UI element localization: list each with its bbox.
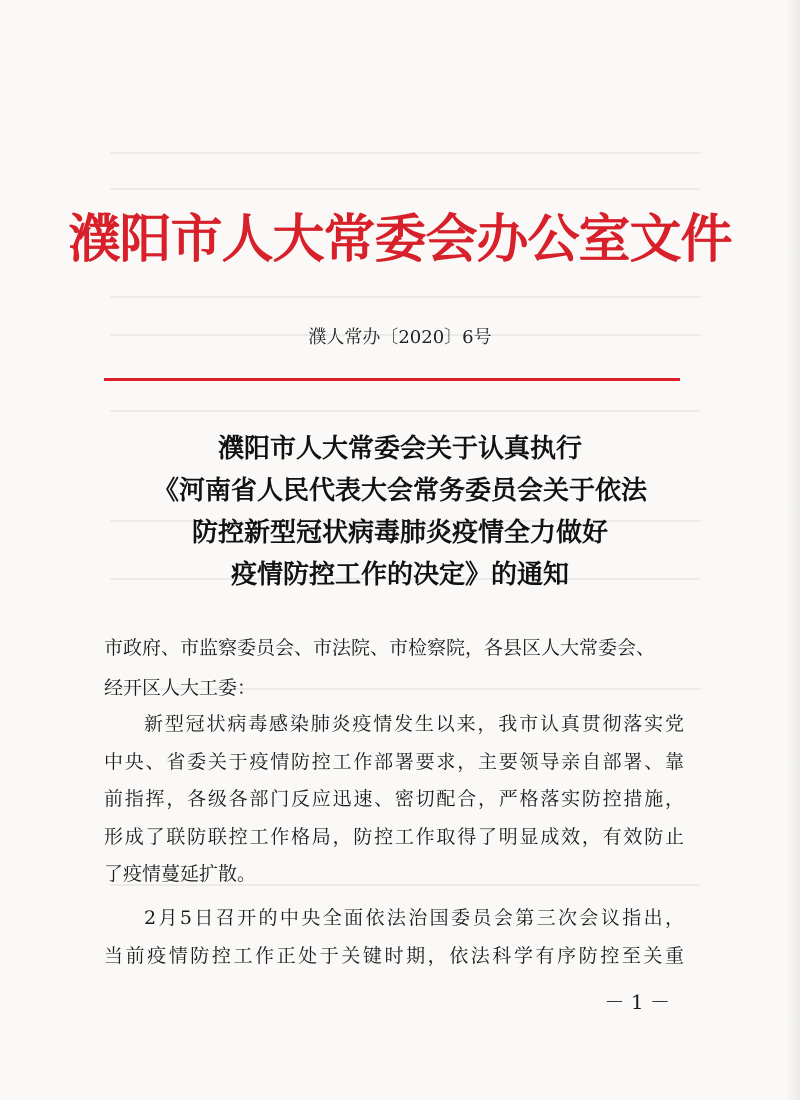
page-edge-shadow: [786, 0, 800, 1100]
bleed-through-line: [110, 188, 700, 190]
page-number: － 1 －: [604, 990, 670, 1014]
paragraph-line: 当前疫情防控工作正处于关键时期，依法科学有序防控至关重: [104, 944, 684, 967]
addressee-line: 市政府、市监察委员会、市法院、市检察院，各县区人大常委会、: [104, 637, 656, 659]
body-paragraph: [104, 706, 684, 894]
bleed-through-line: [110, 296, 700, 298]
paragraph-line: 了疫情蔓延扩散。: [104, 863, 257, 885]
title-line: 防控新型冠状病毒肺炎疫情全力做好: [191, 518, 608, 548]
body-paragraph: [104, 900, 684, 975]
paragraph-line: 2月5日召开的中央全面依法治国委员会第三次会议指出，: [144, 907, 684, 929]
masthead-red-divider: [104, 378, 680, 381]
title-line: 《河南省人民代表大会常务委员会关于依法: [152, 476, 647, 506]
title-line: 濮阳市人大常委会关于认真执行: [217, 434, 582, 464]
paragraph-line: 新型冠状病毒感染肺炎疫情发生以来，我市认真贯彻落实党: [144, 713, 684, 735]
paragraph-line: 中央、省委关于疫情防控工作部署要求，主要领导亲自部署、靠: [104, 750, 684, 773]
title-line: 疫情防控工作的决定》的通知: [230, 560, 569, 590]
document-title: [100, 428, 700, 596]
bleed-through-line: [110, 410, 700, 412]
paragraph-line: 前指挥，各级各部门反应迅速、密切配合，严格落实防控措施，: [104, 788, 684, 810]
bleed-through-line: [110, 152, 700, 154]
paragraph-line: 形成了联防联控工作格局，防控工作取得了明显成效，有效防止: [104, 825, 684, 848]
addressee-block: [104, 628, 694, 708]
document-masthead: 濮阳市人大常委会办公室文件: [68, 210, 732, 270]
addressee-line: 经开区人大工委：: [104, 677, 257, 699]
document-number: 濮人常办〔2020〕6号: [308, 327, 492, 348]
